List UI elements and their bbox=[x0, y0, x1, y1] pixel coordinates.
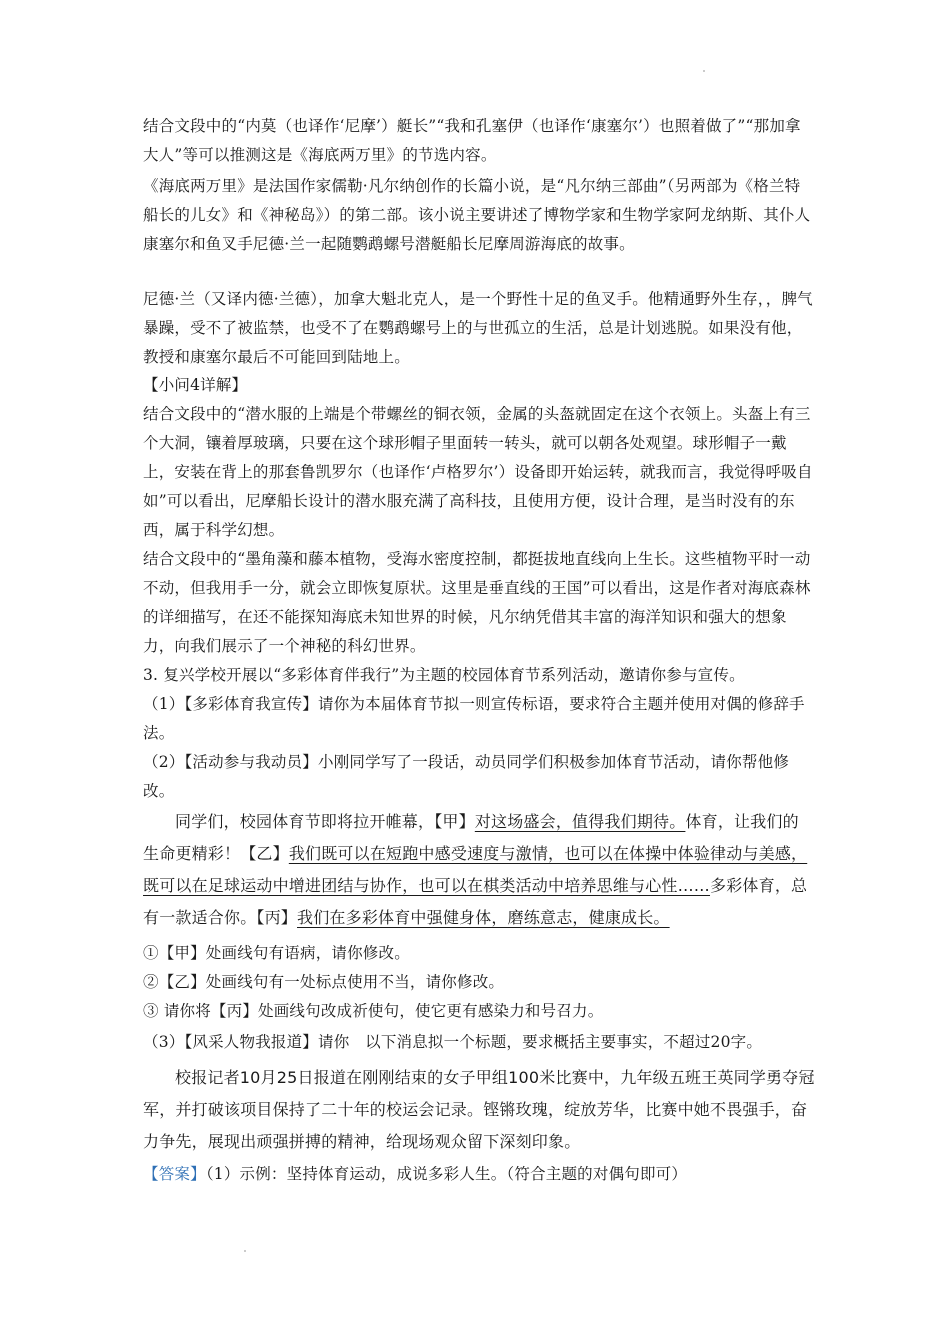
question-3: 3. 复兴学校开展以“多彩体育伴我行”为主题的校园体育节系列活动，邀请你参与宣传。 bbox=[143, 666, 745, 684]
answer-line bbox=[143, 1160, 815, 1189]
question-3-part-2: （2）【活动参与我动员】小刚同学写了一段话，动员同学们积极参加体育节活动，请你帮他修改。 bbox=[143, 753, 790, 800]
answer-label: 【答案】 bbox=[143, 1165, 206, 1183]
underlined-sentence-yi: 我们既可以在短跑中感受速度与激情，也可以在体操中体验律动与美感，既可以在足球运动中增进团结与协作，也可以在棋类活动中培养思维与心性…… bbox=[143, 844, 808, 895]
sub-question-1: ①【甲】处画线句有语病，请你修改。 bbox=[143, 944, 410, 962]
underlined-sentence-bing: 我们在多彩体育中强健身体，磨练意志，健康成长。 bbox=[297, 908, 670, 927]
passage-text: 多彩体育，总有一款适合你。【丙】 bbox=[143, 876, 808, 927]
paragraph-sea-forest: 结合文段中的“墨角藻和藤本植物，受海水密度控制，都挺拔地直线向上生长。这些植物平时一动不动，但我用手一分，就会立即恢复原状。这里是垂直线的王国”可以看出，这是作者对海底森林的详细描写，在还不能探知海底未知世界的时候，凡尔纳凭借其丰富的海洋知识和强大的想象力，向我们展示了一个神秘的科幻世界。 bbox=[143, 550, 811, 655]
corner-mark-top bbox=[703, 70, 705, 72]
mobilization-passage bbox=[143, 806, 815, 934]
paragraph-source: 结合文段中的“内莫（也译作‘尼摩’）艇长”“我和孔塞伊（也译作‘康塞尔’）也照着做了”“那加拿大人”等可以推测这是《海底两万里》的节选内容。 bbox=[143, 117, 801, 164]
paragraph-diving-suit: 结合文段中的“潜水服的上端是个带螺丝的铜衣领，金属的头盔就固定在这个衣领上。头盔上有三个大洞，镶着厚玻璃，只要在这个球形帽子里面转一转头，就可以朝各处观望。球形帽子一戴上，安装在背上的那套鲁凯罗尔（也译作‘卢格罗尔’）设备即开始运转，就我而言，我觉得呼吸自如”可以看出，尼摩船长设计的潜水服充满了高科技，且使用方便，设计合理，是当时没有的东西，属于科学幻想。 bbox=[143, 405, 813, 539]
corner-mark-bottom bbox=[244, 1250, 246, 1252]
sub-question-3: ③ 请你将【丙】处画线句改成祈使句，使它更有感染力和号召力。 bbox=[143, 1002, 604, 1020]
underlined-sentence-jia: 对这场盛会，值得我们期待。 bbox=[474, 812, 686, 831]
passage-text: 体育，让我们的生命更精彩！【乙】 bbox=[143, 812, 799, 863]
passage-text: 同学们，校园体育节即将拉开帷幕，【甲】 bbox=[175, 812, 475, 831]
question-3-part-3: （3）【风采人物我报道】请你 以下消息拟一个标题，要求概括主要事实，不超过20字。 bbox=[143, 1033, 763, 1051]
answer-text: （1）示例：坚持体育运动，成说多彩人生。（符合主题的对偶句即可） bbox=[205, 1165, 688, 1183]
heading-question-4: 【小问4详解】 bbox=[143, 376, 248, 394]
news-passage: 校报记者10月25日报道在刚刚结束的女子甲组100米比赛中，九年级五班王英同学勇夺冠军，并打破该项目保持了二十年的校运会记录。铿锵玫瑰，绽放芳华，比赛中她不畏强手，奋力争先，展现出顽强拼搏的精神，给现场观众留下深刻印象。 bbox=[143, 1068, 815, 1151]
paragraph-novel-intro: 《海底两万里》是法国作家儒勒·凡尔纳创作的长篇小说，是“凡尔纳三部曲”（另两部为《格兰特船长的儿女》和《神秘岛》）的第二部。该小说主要讲述了博物学家和生物学家阿龙纳斯、其仆人康塞尔和鱼叉手尼德·兰一起随鹦鹉螺号潜艇船长尼摩周游海底的故事。 bbox=[143, 177, 811, 253]
paragraph-ned-land: 尼德·兰（又译内德·兰德），加拿大魁北克人，是一个野性十足的鱼叉手。他精通野外生存，，脾气暴躁，受不了被监禁，也受不了在鹦鹉螺号上的与世孤立的生活，总是计划逃脱。如果没有他，教授和康塞尔最后不可能回到陆地上。 bbox=[143, 290, 813, 366]
sub-question-2: ②【乙】处画线句有一处标点使用不当，请你修改。 bbox=[143, 973, 505, 991]
question-3-part-1: （1）【多彩体育我宣传】请你为本届体育节拟一则宣传标语，要求符合主题并使用对偶的修辞手法。 bbox=[143, 695, 805, 742]
